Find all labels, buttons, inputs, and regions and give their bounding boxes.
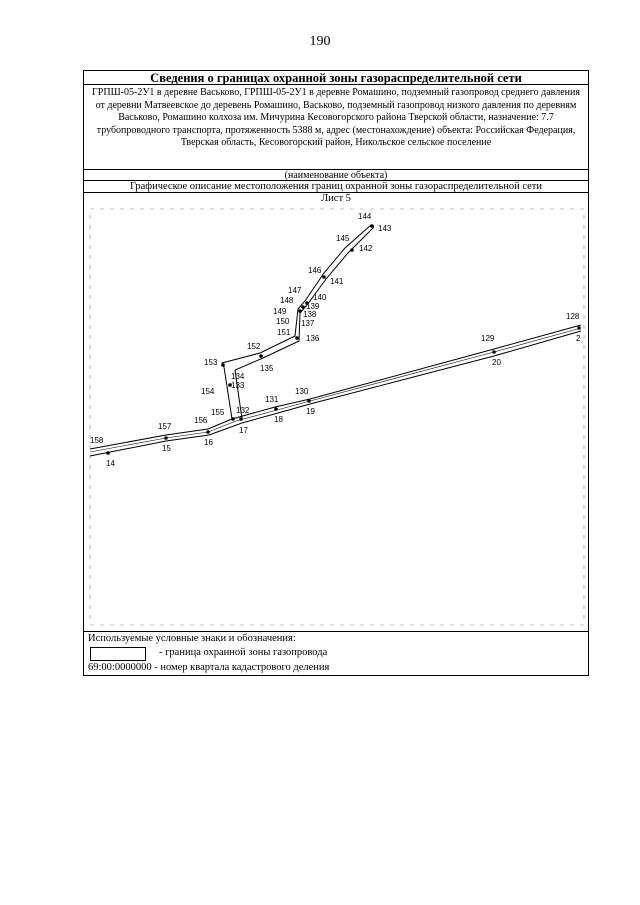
point-label-17: 17 [239,426,248,435]
point-marker-128 [577,326,581,330]
point-label-138: 138 [303,310,317,319]
point-marker-130 [307,399,311,403]
point-label-155: 155 [211,408,225,417]
point-label-16: 16 [204,438,213,447]
point-marker-156 [206,430,210,434]
point-marker-158 [106,451,110,455]
point-label-142: 142 [359,244,373,253]
point-label-136: 136 [306,334,320,343]
point-label-14: 14 [106,459,115,468]
point-label-131: 131 [265,395,279,404]
point-label-141: 141 [330,277,344,286]
map-svg [84,205,588,631]
point-label-158: 158 [90,436,104,445]
legend-boundary-symbol [90,647,146,661]
point-label-144: 144 [358,212,372,221]
point-label-153: 153 [204,358,218,367]
point-label-148: 148 [280,296,294,305]
point-label-20: 20 [492,358,501,367]
point-label-15: 15 [162,444,171,453]
point-label-140: 140 [313,293,327,302]
point-marker-157 [164,436,168,440]
point-label-151: 151 [277,328,291,337]
point-marker-155 [231,417,235,421]
point-label-146: 146 [308,266,322,275]
point-label-156: 156 [194,416,208,425]
object-name-caption: (наименование объекта) [84,169,588,181]
point-label-145: 145 [336,234,350,243]
point-marker-129 [492,350,496,354]
point-label-135: 135 [260,364,274,373]
point-label-129: 129 [481,334,495,343]
point-marker-144 [370,224,374,228]
boundary-map [84,205,588,631]
point-label-132: 132 [236,406,250,415]
boundary-line-lower [90,331,581,456]
object-description: ГРПШ-05-2У1 в деревне Васьково, ГРПШ-05-2У1 в деревне Ромашино, подземный газопровод среднего давления от деревни Матвеевское до деревень Ромашино, Васьково, подземный газопровод низкого давления по деревням Васьково, Ромашино колхоза им. Мичурина Кесовогорского района Тверской области, назначение: 7.7 трубопроводного транспорта, протяженность 5388 м, адрес (местонахождение) объекта: Российская Федерация, Тверская область, Кесовогорский район, Никольское сельское поселение [92,87,580,149]
point-label-152: 152 [247,342,261,351]
point-label-157: 157 [158,422,172,431]
point-label-130: 130 [295,387,309,396]
point-marker-149 [298,309,302,313]
graphic-description-title: Графическое описание местоположения границ охранной зоны газораспределительной сети [84,181,588,193]
point-label-137: 137 [301,319,315,328]
sheet-label: Лист 5 [321,193,351,204]
point-marker-153 [221,363,225,367]
point-label-150: 150 [276,317,290,326]
point-label-134: 134 [231,372,245,381]
point-label-2: 2 [576,334,581,343]
legend-header: Используемые условные знаки и обозначения: [88,633,296,644]
point-label-133: 133 [231,381,245,390]
document-title: Сведения о границах охранной зоны газораспределительной сети [84,71,588,85]
point-label-19: 19 [306,407,315,416]
legend-item-boundary: - граница охранной зоны газопровода [159,647,328,658]
point-label-147: 147 [288,286,302,295]
legend [84,631,588,676]
page-number: 190 [309,34,331,49]
point-label-18: 18 [274,415,283,424]
map-dashed-frame [90,209,584,625]
point-marker-131 [274,407,278,411]
legend-item-cadastral: 69:00:0000000 - номер квартала кадастрового деления [88,662,330,673]
point-marker-145 [350,248,354,252]
point-marker-152 [259,354,263,358]
point-marker-148 [301,305,305,309]
point-label-128: 128 [566,312,580,321]
point-marker-132 [239,417,243,421]
point-label-143: 143 [378,224,392,233]
point-label-154: 154 [201,387,215,396]
document-frame [83,70,589,676]
point-label-139: 139 [306,302,320,311]
point-label-149: 149 [273,307,287,316]
point-marker-151 [295,336,299,340]
point-marker-146 [322,275,326,279]
